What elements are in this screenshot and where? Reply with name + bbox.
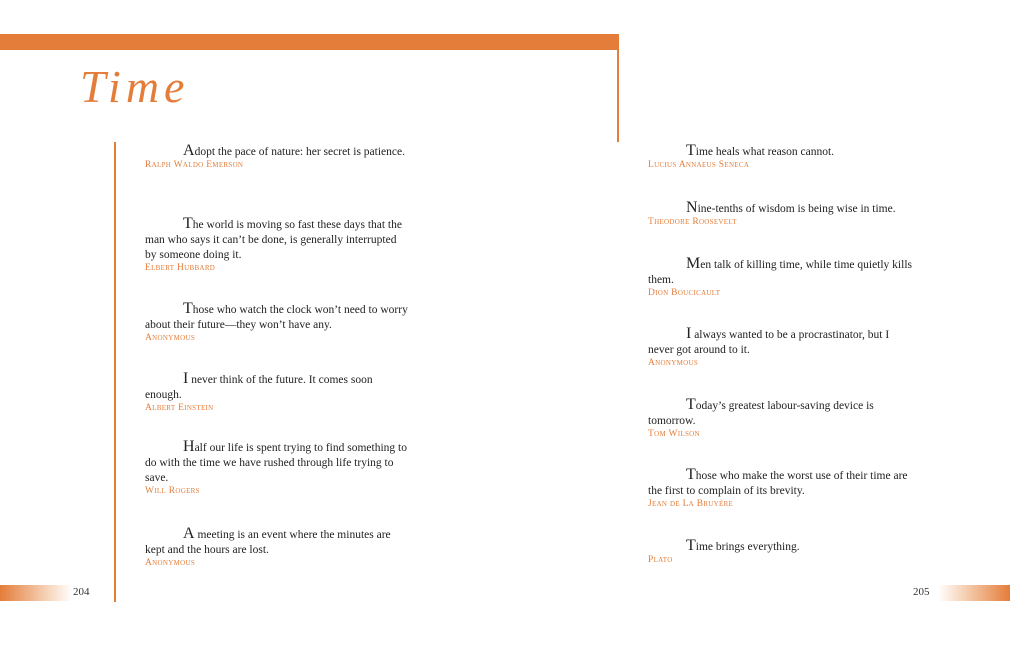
quote-text <box>648 396 913 429</box>
quote-initial: N <box>686 199 698 216</box>
quote-text <box>145 300 410 333</box>
quote-author: Anonymous <box>145 558 196 568</box>
quote-author: Ralph Waldo Emerson <box>145 160 244 170</box>
quote-author: Theodore Roosevelt <box>648 217 737 227</box>
quote-block <box>648 142 913 171</box>
quote-block <box>648 537 913 566</box>
quote-body: hose who watch the clock won’t need to worry about their future—they won’t have any. <box>145 304 408 331</box>
quote-text <box>648 325 913 358</box>
quote-text <box>648 537 913 555</box>
quote-initial: A <box>183 525 195 542</box>
quote-block <box>145 438 410 497</box>
quote-block <box>145 525 410 569</box>
quote-author: Lucius Annaeus Seneca <box>648 160 750 170</box>
quote-initial: T <box>686 142 696 159</box>
footer-gradient-right <box>938 585 1010 601</box>
quote-author: Will Rogers <box>145 486 200 496</box>
quote-author: Anonymous <box>145 333 196 343</box>
quote-author: Albert Einstein <box>145 403 214 413</box>
quote-initial: M <box>686 255 701 272</box>
quote-initial: T <box>686 466 696 483</box>
quote-body: oday’s greatest labour-saving device is tomorrow. <box>648 400 874 427</box>
quote-initial: T <box>183 215 193 232</box>
quote-initial: T <box>686 537 696 554</box>
quote-body: ine-tenths of wisdom is being wise in time. <box>697 203 896 215</box>
quote-text <box>145 370 410 403</box>
quote-author: Anonymous <box>648 358 699 368</box>
quote-text <box>145 142 410 160</box>
quote-body: meeting is an event where the minutes are kept and the hours are lost. <box>145 529 391 556</box>
quote-body: ime heals what reason cannot. <box>695 146 835 158</box>
quote-author: Tom Wilson <box>648 429 700 439</box>
quote-text <box>648 255 913 288</box>
quote-text <box>145 215 410 263</box>
footer-gradient-left <box>0 585 72 601</box>
quote-text <box>648 142 913 160</box>
quote-text <box>145 525 410 558</box>
top-accent-bar <box>0 34 619 50</box>
quote-block <box>648 199 913 228</box>
left-column-rule <box>114 142 116 602</box>
quote-block <box>145 300 410 344</box>
quote-text <box>145 438 410 486</box>
quote-body: en talk of killing time, while time quietly kills them. <box>648 259 912 286</box>
quote-initial: A <box>183 142 195 159</box>
quote-body: he world is moving so fast these days that the man who says it can’t be done, is generally interrupted by someone doing it. <box>145 219 402 261</box>
quote-body: alf our life is spent trying to find something to do with the time we have rushed through life trying to save. <box>145 442 407 484</box>
top-right-rule <box>617 34 619 142</box>
quote-block <box>648 325 913 369</box>
page-number-left: 204 <box>73 586 90 598</box>
quote-block <box>648 396 913 440</box>
quote-author: Jean de La Bruyère <box>648 499 734 509</box>
quote-body: never think of the future. It comes soon enough. <box>145 374 373 401</box>
page-number-right: 205 <box>913 586 930 598</box>
quote-initial: T <box>686 396 696 413</box>
quote-block <box>145 215 410 274</box>
quote-body: ime brings everything. <box>695 541 800 553</box>
quote-body: always wanted to be a procrastinator, but I never got around to it. <box>648 329 890 356</box>
quote-author: Dion Boucicault <box>648 288 721 298</box>
quote-initial: T <box>183 300 193 317</box>
page-title: Time <box>80 61 190 112</box>
quote-author: Plato <box>648 555 673 565</box>
quote-block <box>145 370 410 414</box>
quote-text <box>648 199 913 217</box>
quote-author: Elbert Hubbard <box>145 263 216 273</box>
quote-block <box>648 255 913 299</box>
quote-initial: H <box>183 438 195 455</box>
quote-initial: I <box>183 370 189 387</box>
quote-text <box>648 466 913 499</box>
quote-initial: I <box>686 325 692 342</box>
quote-body: dopt the pace of nature: her secret is patience. <box>194 146 405 158</box>
quote-block <box>145 142 410 171</box>
quote-body: hose who make the worst use of their time are the first to complain of its brevity. <box>648 470 908 497</box>
quote-block <box>648 466 913 510</box>
